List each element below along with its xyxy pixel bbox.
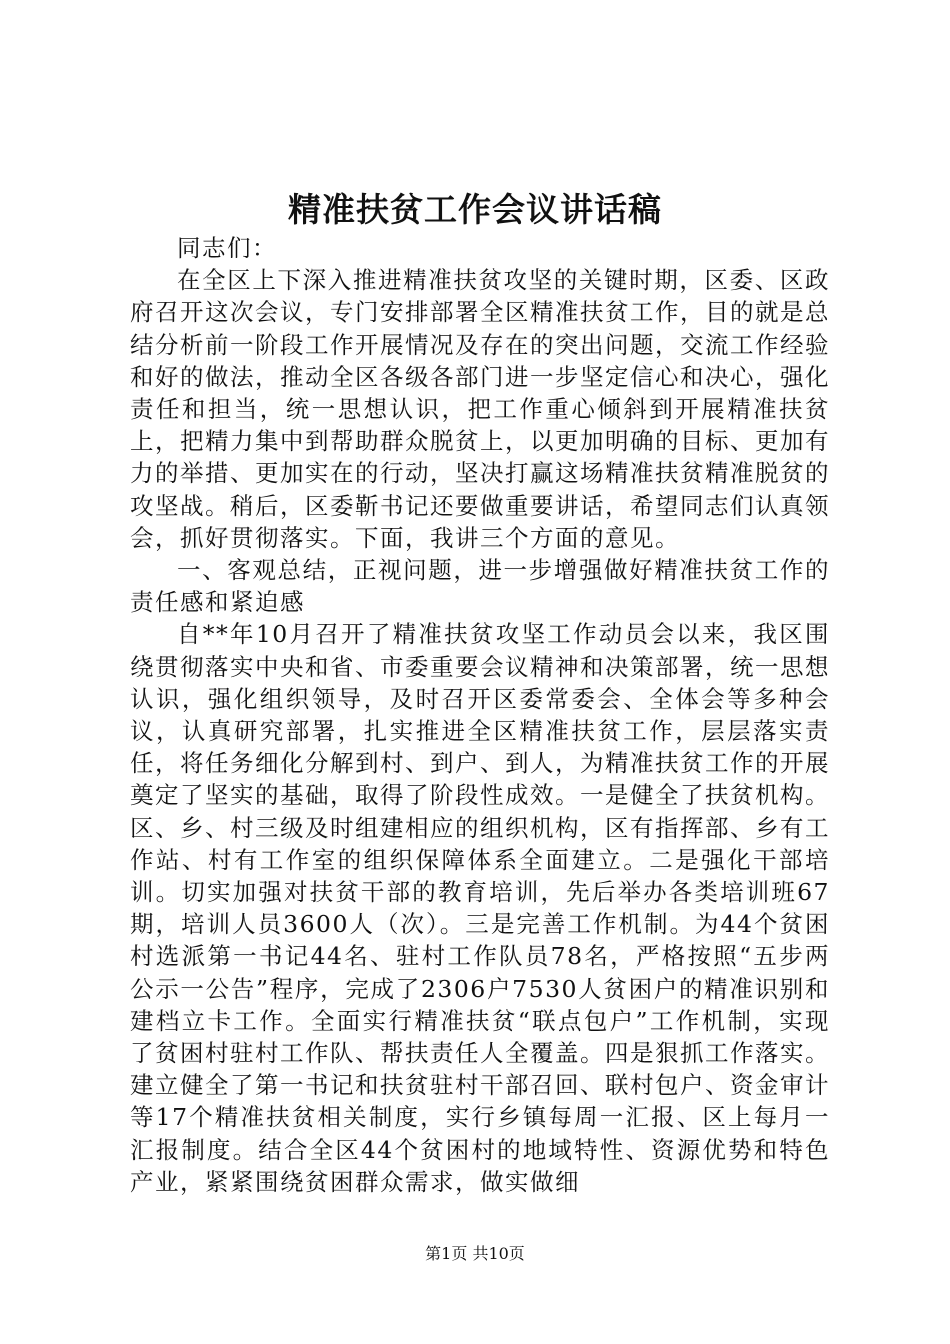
paragraph-intro: 在全区上下深入推进精准扶贫攻坚的关键时期，区委、区政府召开这次会议，专门安排部署全区精准扶贫工作，目的就是总结分析前一阶段工作开展情况及存在的突出问题，交流工作经验和好的做法，推动全区各级各部门进一步坚定信心和决心，强化责任和担当，统一思想认识，把工作重心倾斜到开展精准扶贫上，把精力集中到帮助群众脱贫上，以更加明确的目标、更加有力的举措、更加实在的行动，坚决打赢这场精准扶贫精准脱贫的攻坚战。稍后，区委靳书记还要做重要讲话，希望同志们认真领会，抓好贯彻落实。下面，我讲三个方面的意见。 [130, 266, 830, 552]
document-title: 精准扶贫工作会议讲话稿 [288, 190, 662, 229]
section-heading: 一、客观总结，正视问题，进一步增强做好精准扶贫工作的责任感和紧迫感 [130, 556, 830, 617]
paragraph-summary: 自**年10月召开了精准扶贫攻坚工作动员会以来，我区围绕贯彻落实中央和省、市委重要会议精神和决策部署，统一思想认识，强化组织领导，及时召开区委常委会、全体会等多种会议，认真研究部署，扎实推进全区精准扶贫工作，层层落实责任，将任务细化分解到村、到户、到人，为精准扶贫工作的开展奠定了坚实的基础，取得了阶段性成效。一是健全了扶贫机构。区、乡、村三级及时组建相应的组织机构，区有指挥部、乡有工作站、村有工作室的组织保障体系全面建立。二是强化干部培训。切实加强对扶贫干部的教育培训，先后举办各类培训班67期，培训人员3600人（次）。三是完善工作机制。为44个贫困村选派第一书记44名、驻村工作队员78名，严格按照“五步两公示一公告”程序，完成了2306户7530人贫困户的精准识别和建档立卡工作。全面实行精准扶贫“联点包户”工作机制，实现了贫困村驻村工作队、帮扶责任人全覆盖。四是狠抓工作落实。建立健全了第一书记和扶贫驻村干部召回、联村包户、资金审计等17个精准扶贫相关制度，实行乡镇每周一汇报、区上每月一汇报制度。结合全区44个贫困村的地域特性、资源优势和特色产业，紧紧围绕贫困群众需求，做实做细 [130, 620, 830, 1196]
document-body [130, 232, 830, 1198]
page-number: 第1页 共10页 [425, 1244, 525, 1263]
salutation: 同志们： [177, 234, 277, 262]
